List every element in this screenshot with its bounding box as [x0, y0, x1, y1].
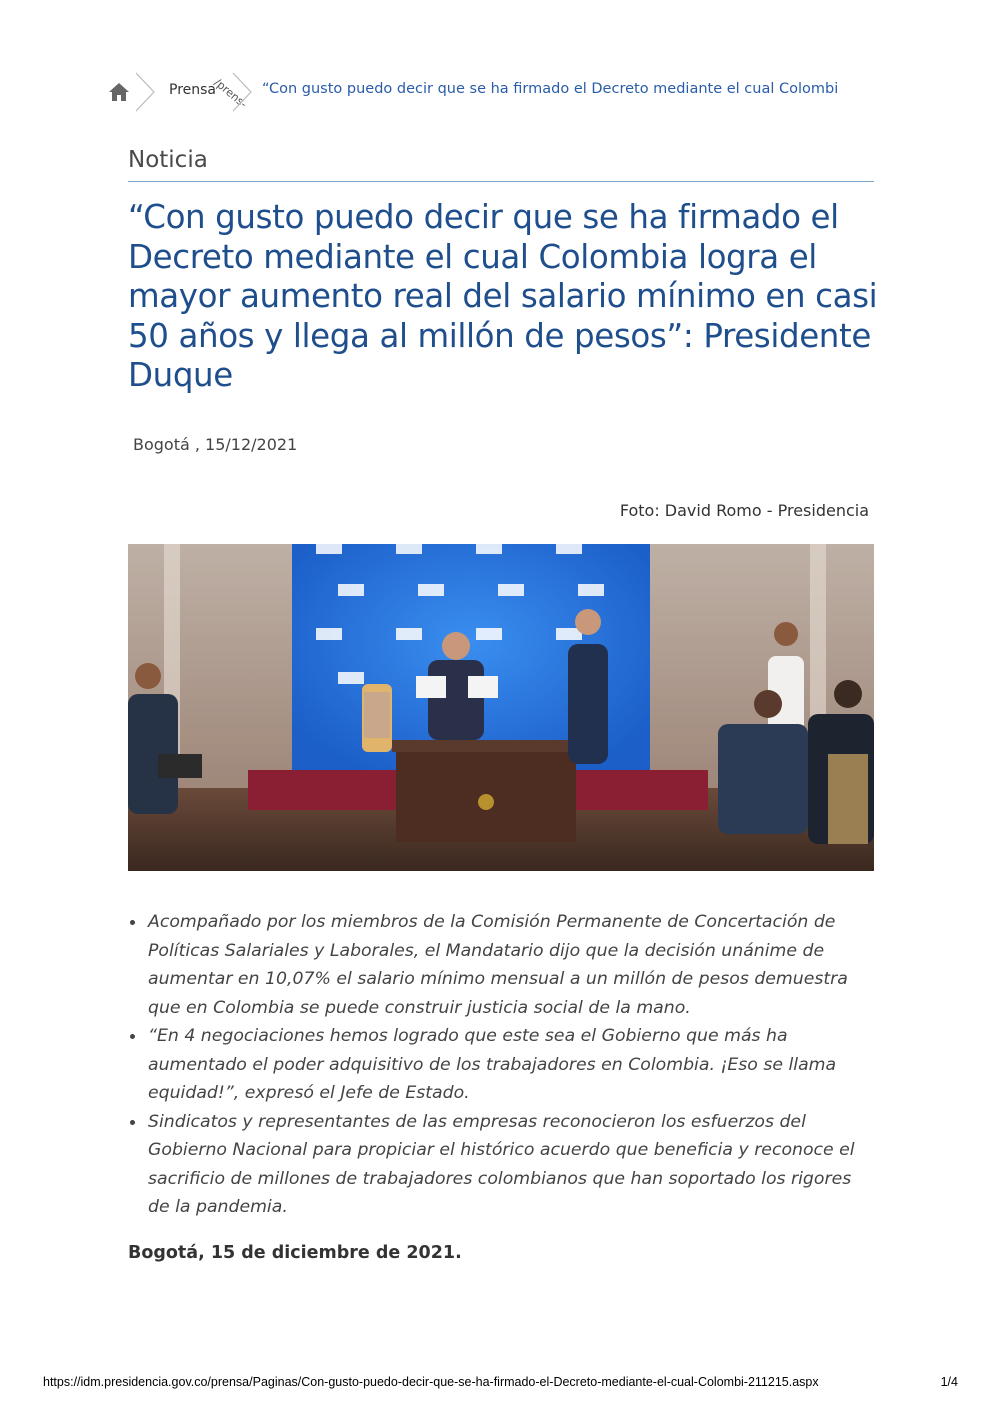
- article-photo: [128, 544, 874, 871]
- article-closing-dateline: Bogotá, 15 de diciembre de 2021.: [128, 1243, 462, 1263]
- section-divider: [128, 181, 874, 182]
- article-dateline: Bogotá , 15/12/2021: [133, 435, 298, 454]
- summary-item: “En 4 negociaciones hemos logrado que este sea el Gobierno que más ha aumentado el poder adquisitivo de los trabajadores en Colombia. ¡Eso se llama equidad!”, expresó el Jefe de Estado.: [128, 1022, 878, 1108]
- breadcrumb: [108, 72, 908, 112]
- home-icon[interactable]: [108, 81, 130, 103]
- article-headline: “Con gusto puedo decir que se ha firmado el Decreto mediante el cual Colombia logra el mayor aumento real del salario mínimo en casi 50 años y llega al millón de pesos”: Presidente Duque: [128, 198, 878, 394]
- breadcrumb-overflow-text: /prens-: [211, 76, 250, 111]
- photo-credit: Foto: David Romo - Presidencia: [619, 501, 869, 520]
- breadcrumb-item-prensa[interactable]: Prensa: [169, 82, 217, 98]
- section-label: Noticia: [128, 147, 208, 173]
- breadcrumb-item-current[interactable]: “Con gusto puedo decir que se ha firmado el Decreto mediante el cual Colombi: [262, 81, 839, 97]
- print-page-number: 1/4: [940, 1375, 958, 1389]
- print-page-url: https://idm.presidencia.gov.co/prensa/Paginas/Con-gusto-puedo-decir-que-se-ha-firmado-el-Decreto-mediante-el-cual-Colombi-211215.aspx: [43, 1375, 819, 1389]
- article-summary-list: [128, 908, 878, 1222]
- breadcrumb-separator-icon: [134, 72, 156, 112]
- summary-item: Sindicatos y representantes de las empresas reconocieron los esfuerzos del Gobierno Nacional para propiciar el histórico acuerdo que beneficia y reconoce el sacrificio de millones de trabajadores colombianos que han soportado los rigores de la pandemia.: [128, 1108, 878, 1222]
- breadcrumb-separator-icon: [231, 72, 253, 112]
- summary-item: Acompañado por los miembros de la Comisión Permanente de Concertación de Políticas Salariales y Laborales, el Mandatario dijo que la decisión unánime de aumentar en 10,07% el salario mínimo mensual a un millón de pesos demuestra que en Colombia se puede construir justicia social de la mano.: [128, 908, 878, 1022]
